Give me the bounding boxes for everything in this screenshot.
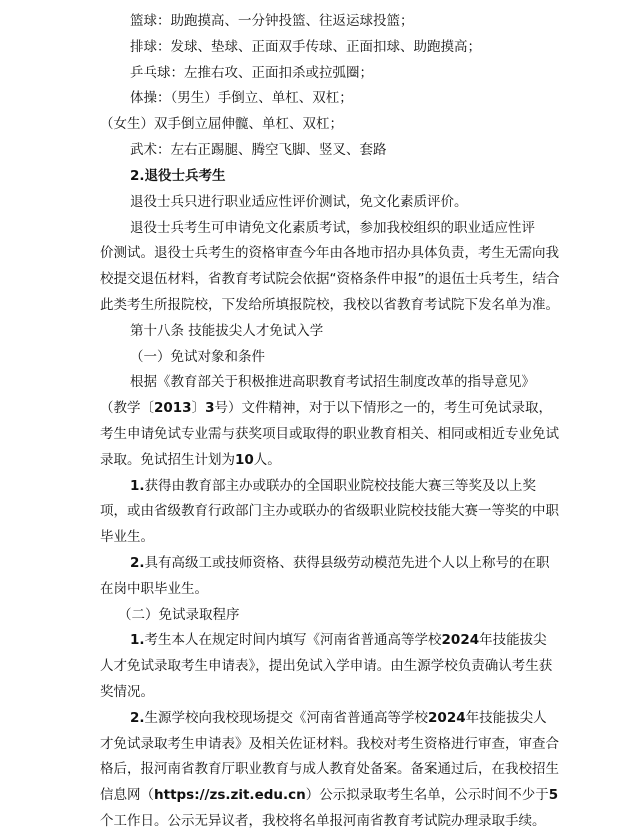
text-line [100,399,552,417]
text-line [100,786,558,804]
text-line: 在岗中职毕业生。 [100,580,208,597]
text-line: 人才免试录取考生申请表》，提出免试入学申请。由生源学校负责确认考生获 [100,658,553,675]
text-segment: 信息网（ [100,787,154,804]
text-segment: 年技能拔尖 [479,632,547,649]
text-line: 排球：发球、垫球、正面双手传球、正面扣球、助跑摸高； [130,38,481,55]
text-segment: 文件精神，对于以下情形之一的，考生可免试录取， [241,400,552,417]
text-line: 才免试录取考生申请表》及相关佐证材料。我校对考生资格进行审查，审查合 [100,735,559,752]
document-number: 3 [205,400,215,417]
item-number: 1. [130,477,145,494]
text-line: 个工作日。公示无异议者，我校将名单报河南省教育考试院办理录取手续。 [100,813,546,829]
text-segment: ）公示拟录取考生名单，公示时间不少于 [305,787,549,804]
text-line: 此类考生所报院校，下发给所填报院校，我校以省教育考试院下发名单为准。 [100,296,559,313]
subsection-heading: （一）免试对象和条件 [130,348,265,365]
text-segment: 年技能拔尖人 [465,709,547,726]
text-line [130,709,547,727]
text-line: 格后，报河南省教育厅职业教育与成人教育处备案。备案通过后，在我校招生 [100,761,559,778]
text-line [100,451,281,469]
text-segment: 人。 [253,451,281,468]
plan-count: 10 [235,451,254,468]
text-line: 项，或由省级教育行政部门主办或联办的省级职业院校技能大赛一等奖的中职 [100,503,559,520]
text-line: 篮球：助跑摸高、一分钟投篮、往返运球投篮； [130,13,414,29]
text-segment: 具有高级工或技师资格、获得县级劳动模范先进个人以上称号的在职 [144,554,550,571]
item-number: 2. [130,709,145,726]
publicity-days: 5 [548,787,559,804]
document-number-open: （教学〔 [100,400,154,417]
text-line: 奖情况。 [100,684,154,700]
text-line: 退役士兵只进行职业适应性评价测试，免文化素质评价。 [130,193,468,210]
year: 2024 [428,709,466,726]
article-heading: 第十八条 技能拔尖人才免试入学 [130,322,324,339]
text-line: 武术：左右正踢腿、腾空飞脚、竖叉、套路 [130,142,387,158]
text-line [130,554,550,572]
item-number: 1. [130,632,145,649]
text-line [130,631,547,649]
document-number-close: 〕 [191,400,206,417]
text-line: 价测试。退役士兵考生的资格审查今年由各地市招办具体负责，考生无需向我 [100,245,559,262]
text-line: 乒乓球：左推右攻、正面扣杀或拉弧圈； [130,64,373,81]
text-line: 体操：（男生）手倒立、单杠、双杠； [130,90,353,107]
text-line [130,477,536,495]
section-heading-text: 2.退役士兵考生 [130,167,226,184]
text-segment: 考生本人在规定时间内填写《河南省普通高等学校 [144,632,442,649]
section-heading [130,167,226,185]
text-line: 根据《教育部关于积极推进高职教育考试招生制度改革的指导意见》 [130,374,535,391]
item-number: 2. [130,554,145,571]
text-line: 退役士兵考生可申请免文化素质考试，参加我校组织的职业适应性评 [130,219,535,236]
text-line: （女生）双手倒立屈伸髋、单杠、双杠； [100,116,343,133]
text-line: 毕业生。 [100,529,154,546]
document-number-year: 2013 [154,400,192,417]
text-line: 考生申请免试专业需与获奖项目或取得的职业教育相关、相同或相近专业免试 [100,425,559,442]
website-url: https://zs.zit.edu.cn [154,787,306,804]
document-number-tail: 号） [214,400,242,417]
text-segment: 获得由教育部主办或联办的全国职业院校技能大赛三等奖及以上奖 [144,477,537,494]
subsection-heading: （二）免试录取程序 [118,606,240,623]
text-segment: 生源学校向我校现场提交《河南省普通高等学校 [144,709,429,726]
text-segment: 录取。免试招生计划为 [100,451,235,468]
year: 2024 [441,632,480,649]
text-line: 校提交退伍材料，省教育考试院会依据“资格条件申报”的退伍士兵考生，结合 [100,271,560,288]
